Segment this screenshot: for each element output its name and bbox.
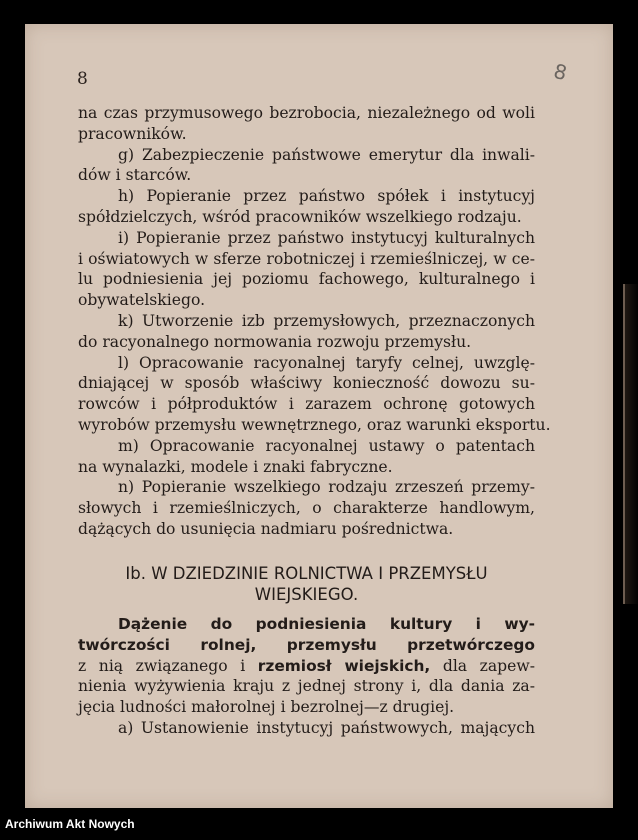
text-line: rowców i półproduktów i zarazem ochronę gotowych (78, 395, 535, 414)
text-line: spółdzielczych, wśród pracowników wszelkiego rodzaju. (78, 207, 522, 226)
text-line: m) Opracowanie racyonalnej ustawy o patentach (118, 436, 535, 455)
text-line: l) Opracowanie racyonalnej taryfy celnej, uwzglę- (118, 353, 535, 372)
text-line: obywatelskiego. (78, 291, 206, 310)
text-line: k) Utworzenie izb przemysłowych, przeznaczonych (118, 311, 535, 330)
intro-text: dla zapew- (430, 656, 535, 675)
pencil-page-mark: 8 (551, 58, 570, 86)
section-heading (78, 564, 535, 605)
text-line: dów i starców. (78, 166, 192, 185)
text-line: jęcia ludności małorolnej i bezrolnej—z drugiej. (78, 698, 455, 717)
archive-watermark: Archiwum Akt Nowych (5, 817, 135, 831)
text-line: nienia wyżywienia kraju z jednej strony i, dla dania za- (78, 677, 535, 696)
text-line: dniającej w sposób właściwy konieczność dowozu su- (78, 374, 535, 393)
text-line: n) Popieranie wszelkiego rodzaju zrzeszeń przemy- (118, 478, 535, 497)
text-line: g) Zabezpieczenie państwowe emerytur dla inwali- (118, 145, 535, 164)
text-line: h) Popieranie przez państwo spółek i instytucyj (118, 187, 535, 206)
text-line: a) Ustanowienie instytucyj państwowych, mających (118, 718, 535, 737)
text-line: słowych i rzemieślniczych, o charakterze handlowym, (78, 499, 535, 518)
intro-bold-line: Dążenie do podniesienia kultury i wy- (118, 615, 535, 633)
section-heading-line1: Ib. W DZIEDZINIE ROLNICTWA I PRZEMYSŁU (125, 564, 488, 583)
section-heading-line2: WIEJSKIEGO. (254, 584, 359, 604)
section-body (78, 614, 535, 739)
text-line: i oświatowych w sferze robotniczej i rzemieślniczej, w ce- (78, 249, 535, 268)
text-line: pracowników. (78, 124, 187, 143)
page-number: 8 (77, 69, 88, 89)
text-line: lu podniesienia jej poziomu fachowego, kulturalnego i (78, 270, 535, 289)
text-line: do racyonalnego normowania rozwoju przemysłu. (78, 332, 472, 351)
text-line: dążących do usunięcia nadmiaru pośrednictwa. (78, 519, 454, 538)
intro-text: z nią związanego i (78, 656, 258, 675)
text-line: i) Popieranie przez państwo instytucyj kulturalnych (118, 228, 535, 247)
text-line: na wynalazki, modele i znaki fabryczne. (78, 457, 393, 476)
page-spine (623, 284, 638, 604)
intro-bold-phrase: rzemiosł wiejskich, (257, 656, 431, 675)
text-line (78, 656, 535, 677)
text-line: na czas przymusowego bezrobocia, niezależnego od woli (78, 104, 535, 122)
body-text (78, 103, 551, 540)
text-line: wyrobów przemysłu wewnętrznego, oraz warunki eksportu. (78, 415, 551, 434)
intro-bold-line: twórczości rolnej, przemysłu przetwórczego (78, 635, 535, 654)
